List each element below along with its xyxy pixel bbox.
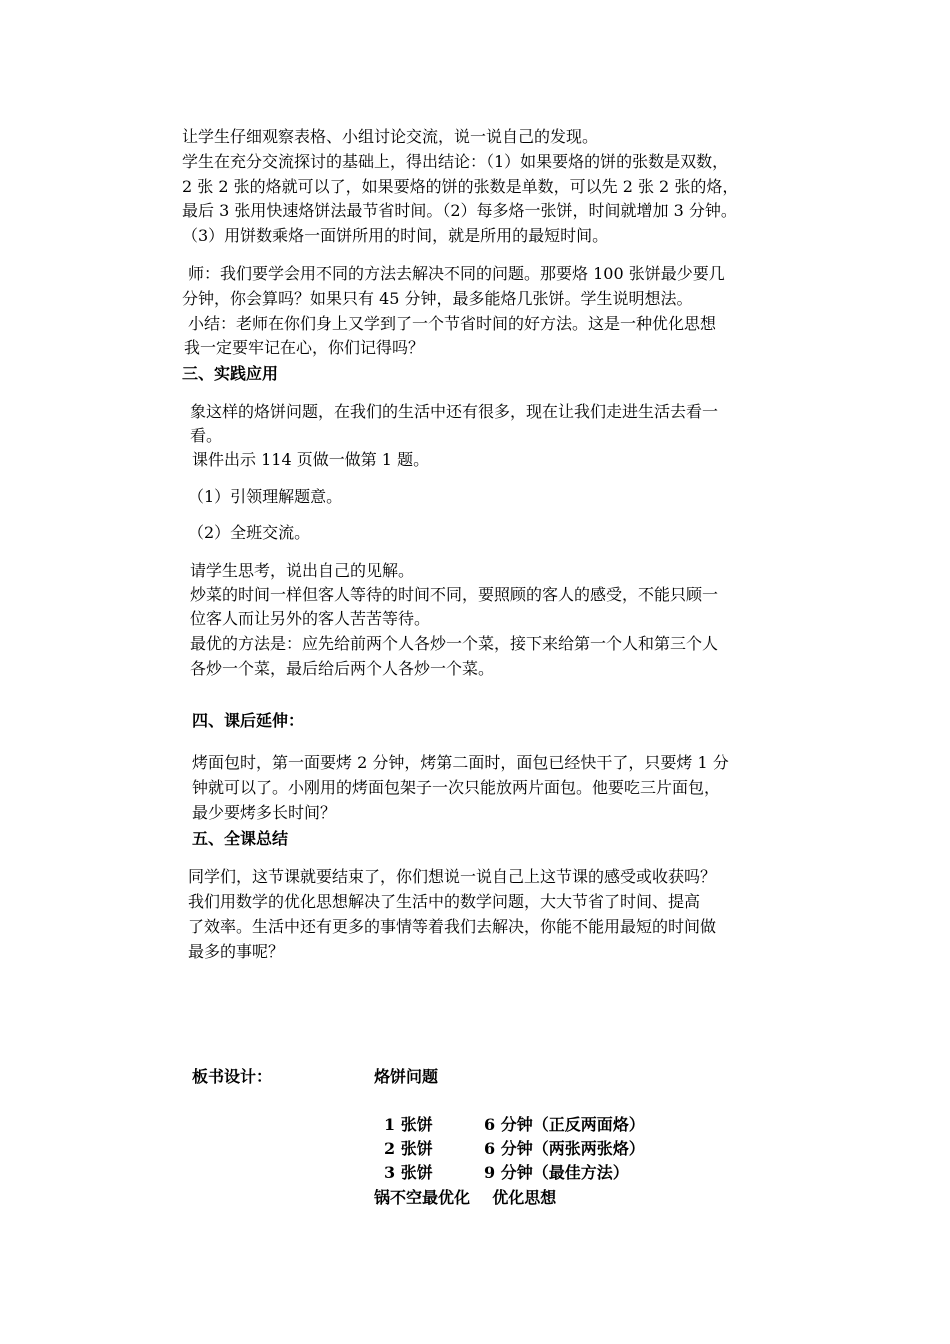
step-2: （2）全班交流。 xyxy=(188,523,311,542)
para5-line-1: 烤面包时，第一面要烤 2 分钟，烤第二面时，面包已经快干了，只要烤 1 分 xyxy=(192,753,729,772)
para4-line-5: 各炒一个菜，最后给后两个人各炒一个菜。 xyxy=(190,659,495,678)
board-title: 烙饼问题 xyxy=(374,1067,439,1086)
section-heading-summary: 五、全课总结 xyxy=(192,829,289,848)
para4-line-1: 请学生思考，说出自己的见解。 xyxy=(190,561,415,580)
para1-line-4: 最后 3 张用快速烙饼法最节省时间。（2）每多烙一张饼，时间就增加 3 分钟。 xyxy=(182,201,737,220)
board-row-time: 9 分钟（最佳方法） xyxy=(484,1163,629,1182)
section-heading-extension: 四、课后延伸： xyxy=(192,711,305,730)
board-row-count: 1 张饼 xyxy=(384,1115,433,1134)
board-footer: 锅不空最优化 优化思想 xyxy=(374,1188,557,1207)
para1-line-5: （3）用饼数乘烙一面饼所用的时间，就是所用的最短时间。 xyxy=(182,226,609,245)
para2-line-3: 小结：老师在你们身上又学到了一个节省时间的好方法。这是一种优化思想 xyxy=(188,314,717,333)
section-heading-practice: 三、实践应用 xyxy=(182,364,279,383)
board-row-count: 3 张饼 xyxy=(384,1163,433,1182)
para6-line-3: 了效率。生活中还有更多的事情等着我们去解决，你能不能用最短的时间做 xyxy=(188,917,717,936)
para6-line-4: 最多的事呢？ xyxy=(188,942,285,961)
para2-line-4: 我一定要牢记在心，你们记得吗？ xyxy=(184,338,425,357)
board-row-time: 6 分钟（正反两面烙） xyxy=(484,1115,645,1134)
para3-line-2: 看。 xyxy=(190,426,223,445)
para1-line-2: 学生在充分交流探讨的基础上，得出结论：（1）如果要烙的饼的张数是双数， xyxy=(182,152,729,171)
step-1: （1）引领理解题意。 xyxy=(188,487,343,506)
para3-line-3: 课件出示 114 页做一做第 1 题。 xyxy=(192,450,430,469)
para2-line-2: 分钟，你会算吗？如果只有 45 分钟，最多能烙几张饼。学生说明想法。 xyxy=(182,289,693,308)
board-row-time: 6 分钟（两张两张烙） xyxy=(484,1139,645,1158)
para5-line-3: 最少要烤多长时间？ xyxy=(192,803,337,822)
para4-line-4: 最优的方法是：应先给前两个人各炒一个菜，接下来给第一个人和第三个人 xyxy=(190,634,719,653)
board-row-count: 2 张饼 xyxy=(384,1139,433,1158)
para5-line-2: 钟就可以了。小刚用的烤面包架子一次只能放两片面包。他要吃三片面包， xyxy=(192,778,721,797)
para6-line-1: 同学们，这节课就要结束了，你们想说一说自己上这节课的感受或收获吗？ xyxy=(188,867,717,886)
para3-line-1: 象这样的烙饼问题，在我们的生活中还有很多，现在让我们走进生活去看一 xyxy=(190,402,719,421)
para1-line-1: 让学生仔细观察表格、小组讨论交流，说一说自己的发现。 xyxy=(182,127,599,146)
para4-line-2: 炒菜的时间一样但客人等待的时间不同，要照顾的客人的感受，不能只顾一 xyxy=(190,585,719,604)
board-label: 板书设计： xyxy=(192,1067,273,1086)
para1-line-3: 2 张 2 张的烙就可以了，如果要烙的饼的张数是单数，可以先 2 张 2 张的烙， xyxy=(182,177,739,196)
para4-line-3: 位客人而让另外的客人苦苦等待。 xyxy=(190,609,431,628)
para6-line-2: 我们用数学的优化思想解决了生活中的数学问题，大大节省了时间、提高 xyxy=(188,892,701,911)
para2-line-1: 师：我们要学会用不同的方法去解决不同的问题。那要烙 100 张饼最少要几 xyxy=(188,264,725,283)
